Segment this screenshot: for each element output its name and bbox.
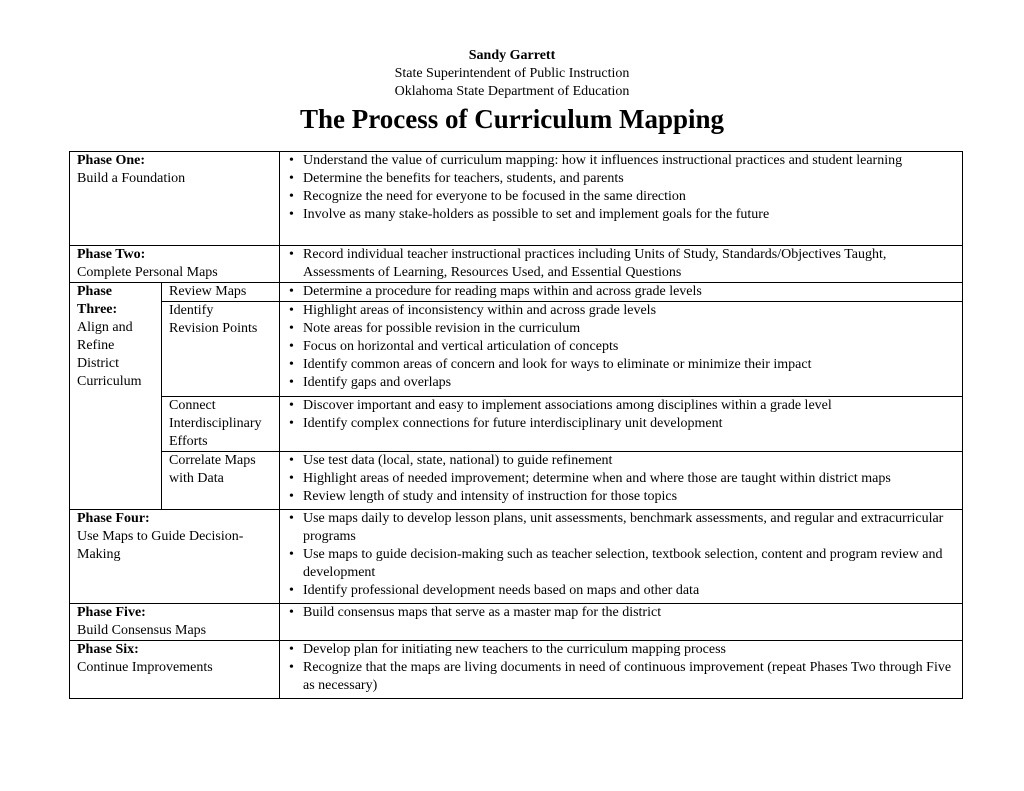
step-review-maps-bullet-list bbox=[287, 283, 956, 301]
phase-four-subtitle-line: Use Maps to Guide Decision- bbox=[77, 529, 244, 544]
table-row-phase-three-identify bbox=[70, 302, 963, 397]
table-row-phase-two bbox=[70, 246, 963, 283]
step-identify-bullet-list bbox=[287, 302, 956, 392]
list-item: • Identify gaps and overlaps bbox=[303, 374, 956, 392]
list-item: • Recognize the need for everyone to be focused in the same direction bbox=[303, 188, 956, 206]
phase-five-bullet-list bbox=[287, 604, 956, 622]
phase-six-bullet-list bbox=[287, 641, 956, 695]
phase-four-subtitle-line: Making bbox=[77, 547, 121, 562]
table-row-phase-three-correlate bbox=[70, 452, 963, 510]
page-title: The Process of Curriculum Mapping bbox=[300, 104, 724, 134]
phase-five-label-cell bbox=[70, 604, 280, 641]
list-item: • Use maps to guide decision-making such as teacher selection, textbook selection, content and program review and development bbox=[303, 546, 956, 582]
list-item: • Focus on horizontal and vertical articulation of concepts bbox=[303, 338, 956, 356]
list-item: • Use maps daily to develop lesson plans, unit assessments, benchmark assessments, and regular and extracurricular programs bbox=[303, 510, 956, 546]
step-correlate-label bbox=[162, 452, 280, 510]
list-item: • Highlight areas of needed improvement; determine when and where those are taught within district maps bbox=[303, 470, 956, 488]
step-connect-label bbox=[162, 397, 280, 452]
step-label-line: Revision Points bbox=[169, 321, 258, 336]
list-item: • Note areas for possible revision in the curriculum bbox=[303, 320, 956, 338]
phase-four-subtitle bbox=[77, 528, 273, 564]
table-row-phase-five bbox=[70, 604, 963, 641]
phase-four-title: Phase Four: bbox=[77, 511, 150, 526]
list-item: • Identify common areas of concern and look for ways to eliminate or minimize their impact bbox=[303, 356, 956, 374]
step-label-line: with Data bbox=[169, 471, 224, 486]
list-item: • Identify complex connections for future interdisciplinary unit development bbox=[303, 415, 956, 433]
author-role: State Superintendent of Public Instruction bbox=[394, 66, 630, 81]
list-item: • Discover important and easy to implement associations among disciplines within a grade level bbox=[303, 397, 956, 415]
phase-one-bullets-cell bbox=[280, 152, 963, 246]
step-label-line: Correlate Maps bbox=[169, 453, 256, 468]
table-row-phase-three-connect bbox=[70, 397, 963, 452]
curriculum-mapping-table bbox=[69, 151, 963, 699]
step-correlate-bullet-list bbox=[287, 452, 956, 506]
phase-three-subtitle-line: District bbox=[77, 356, 119, 371]
author-name: Sandy Garrett bbox=[468, 48, 556, 63]
step-label-line: Identify bbox=[169, 303, 214, 318]
phase-four-bullet-list bbox=[287, 510, 956, 600]
phase-two-label-cell bbox=[70, 246, 280, 283]
phase-three-subtitle-line: Refine bbox=[77, 338, 115, 353]
document-header bbox=[0, 47, 1024, 136]
phase-two-bullets-cell bbox=[280, 246, 963, 283]
phase-two-bullet-list bbox=[287, 246, 956, 282]
list-item: • Identify professional development needs based on maps and other data bbox=[303, 582, 956, 600]
phase-four-bullets-cell bbox=[280, 510, 963, 604]
list-item: • Understand the value of curriculum mapping: how it influences instructional practices and student learning bbox=[303, 152, 956, 170]
phase-one-bullet-list bbox=[287, 152, 956, 224]
step-label-line: Interdisciplinary bbox=[169, 416, 262, 431]
table-row-phase-four bbox=[70, 510, 963, 604]
table-row-phase-one bbox=[70, 152, 963, 246]
step-label-line: Efforts bbox=[169, 434, 208, 449]
list-item: • Involve as many stake-holders as possible to set and implement goals for the future bbox=[303, 206, 956, 224]
list-item: • Determine a procedure for reading maps within and across grade levels bbox=[303, 283, 956, 301]
phase-two-subtitle: Complete Personal Maps bbox=[77, 265, 218, 280]
phase-five-title: Phase Five: bbox=[77, 605, 146, 620]
list-item: • Develop plan for initiating new teachers to the curriculum mapping process bbox=[303, 641, 956, 659]
phase-five-subtitle: Build Consensus Maps bbox=[77, 623, 207, 638]
department-name: Oklahoma State Department of Education bbox=[394, 84, 630, 99]
phase-one-label-cell bbox=[70, 152, 280, 246]
list-item: • Record individual teacher instructional practices including Units of Study, Standards/Objectives Taught, Assessments of Learning, Resources Used, and Essential Questions bbox=[303, 246, 956, 282]
phase-three-subtitle-line: Align and bbox=[77, 320, 133, 335]
list-item: • Use test data (local, state, national) to guide refinement bbox=[303, 452, 956, 470]
phase-three-subtitle-line: Curriculum bbox=[77, 374, 142, 389]
phase-three-title bbox=[77, 283, 155, 319]
phase-six-title: Phase Six: bbox=[77, 642, 139, 657]
table-row-phase-three-review bbox=[70, 283, 963, 302]
phase-three-subtitle bbox=[77, 319, 155, 391]
list-item: • Determine the benefits for teachers, students, and parents bbox=[303, 170, 956, 188]
phase-one-title: Phase One: bbox=[77, 153, 146, 168]
phase-three-title-line: Three: bbox=[77, 302, 118, 317]
step-identify-bullets bbox=[280, 302, 963, 397]
step-review-maps-label bbox=[162, 283, 280, 302]
phase-six-bullets-cell bbox=[280, 641, 963, 699]
list-item: • Build consensus maps that serve as a master map for the district bbox=[303, 604, 956, 622]
phase-three-label-cell bbox=[70, 283, 162, 510]
phase-six-subtitle: Continue Improvements bbox=[77, 660, 213, 675]
step-identify-label bbox=[162, 302, 280, 397]
step-connect-bullet-list bbox=[287, 397, 956, 433]
step-review-maps-bullets bbox=[280, 283, 963, 302]
step-label-line: Review Maps bbox=[169, 284, 247, 299]
step-connect-bullets bbox=[280, 397, 963, 452]
table-row-phase-six bbox=[70, 641, 963, 699]
list-item: • Highlight areas of inconsistency within and across grade levels bbox=[303, 302, 956, 320]
list-item: • Recognize that the maps are living documents in need of continuous improvement (repeat Phases Two through Five as necessary) bbox=[303, 659, 956, 695]
phase-one-subtitle: Build a Foundation bbox=[77, 171, 186, 186]
phase-six-label-cell bbox=[70, 641, 280, 699]
step-correlate-bullets bbox=[280, 452, 963, 510]
phase-four-label-cell bbox=[70, 510, 280, 604]
phase-two-title: Phase Two: bbox=[77, 247, 146, 262]
phase-three-title-line: Phase bbox=[77, 284, 112, 299]
phase-five-bullets-cell bbox=[280, 604, 963, 641]
step-label-line: Connect bbox=[169, 398, 216, 413]
list-item: • Review length of study and intensity of instruction for those topics bbox=[303, 488, 956, 506]
